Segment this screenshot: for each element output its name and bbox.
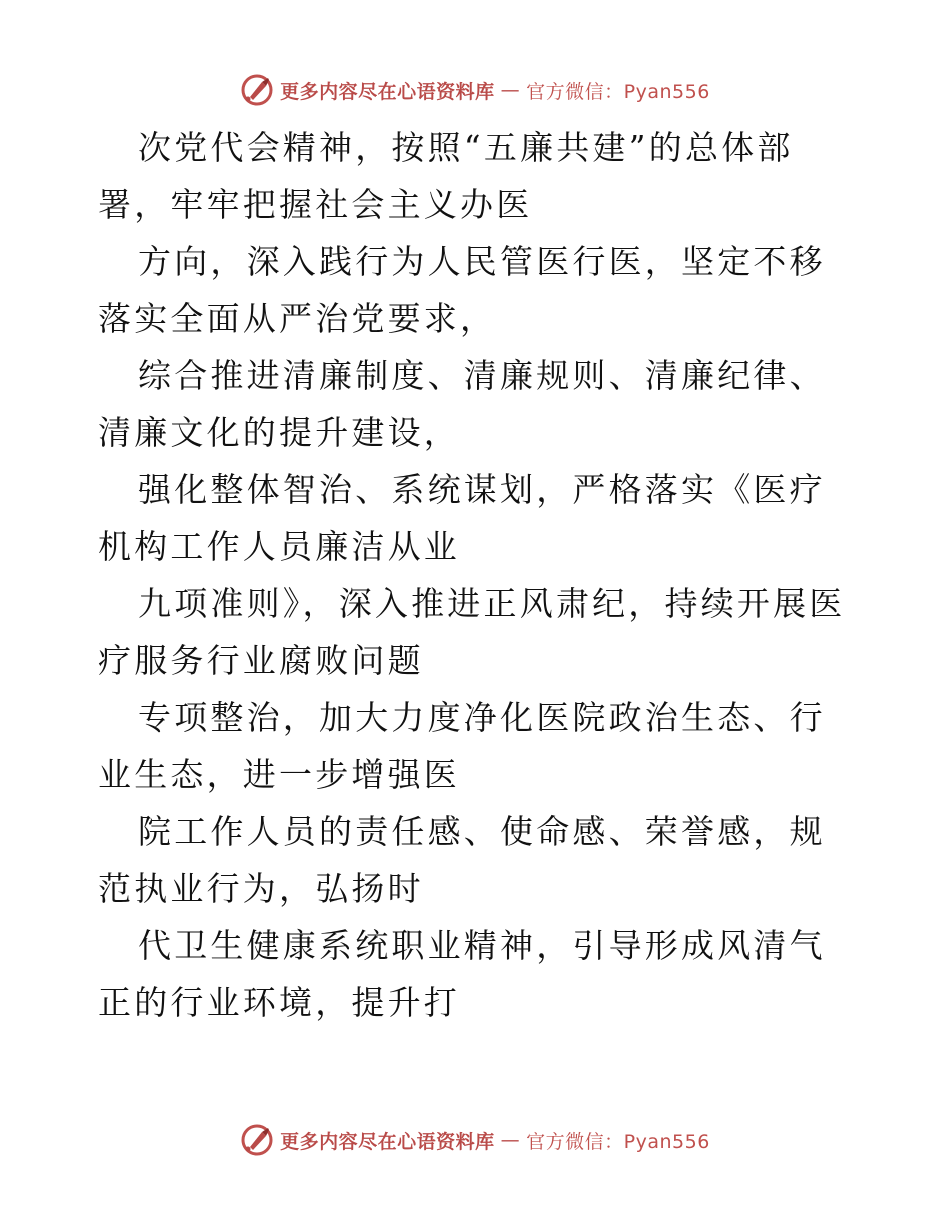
- paragraph-3: 综合推进清廉制度、清廉规则、清廉纪律、清廉文化的提升建设，: [98, 356, 826, 452]
- paragraph-4: 强化整体智治、系统谋划，严格落实《医疗机构工作人员廉洁从业: [98, 470, 826, 566]
- header-wechat: 官方微信：Pyan556: [526, 80, 710, 103]
- footer-wechat: 官方微信：Pyan556: [526, 1130, 710, 1153]
- paragraph-7: 院工作人员的责任感、使命感、荣誉感，规范执业行为，弘扬时: [98, 812, 826, 908]
- footer-banner: [0, 1120, 950, 1160]
- pen-nib-icon: [240, 1123, 274, 1157]
- document-body: [98, 119, 858, 1031]
- header-title: 更多内容尽在心语资料库: [280, 80, 495, 103]
- paragraph-2: 方向，深入践行为人民管医行医，坚定不移落实全面从严治党要求，: [98, 242, 826, 338]
- header-dash: —: [500, 79, 521, 101]
- footer-dash: —: [500, 1129, 521, 1151]
- paragraph-5: 九项准则》，深入推进正风肃纪，持续开展医疗服务行业腐败问题: [98, 584, 846, 680]
- header-banner: [0, 70, 950, 110]
- paragraph-6: 专项整治，加大力度净化医院政治生态、行业生态，进一步增强医: [98, 698, 826, 794]
- footer-title: 更多内容尽在心语资料库: [280, 1130, 495, 1153]
- paragraph-1: 次党代会精神，按照“五廉共建”的总体部署，牢牢把握社会主义办医: [98, 128, 794, 224]
- pen-nib-icon: [240, 73, 274, 107]
- paragraph-8: 代卫生健康系统职业精神，引导形成风清气正的行业环境，提升打: [98, 926, 826, 1022]
